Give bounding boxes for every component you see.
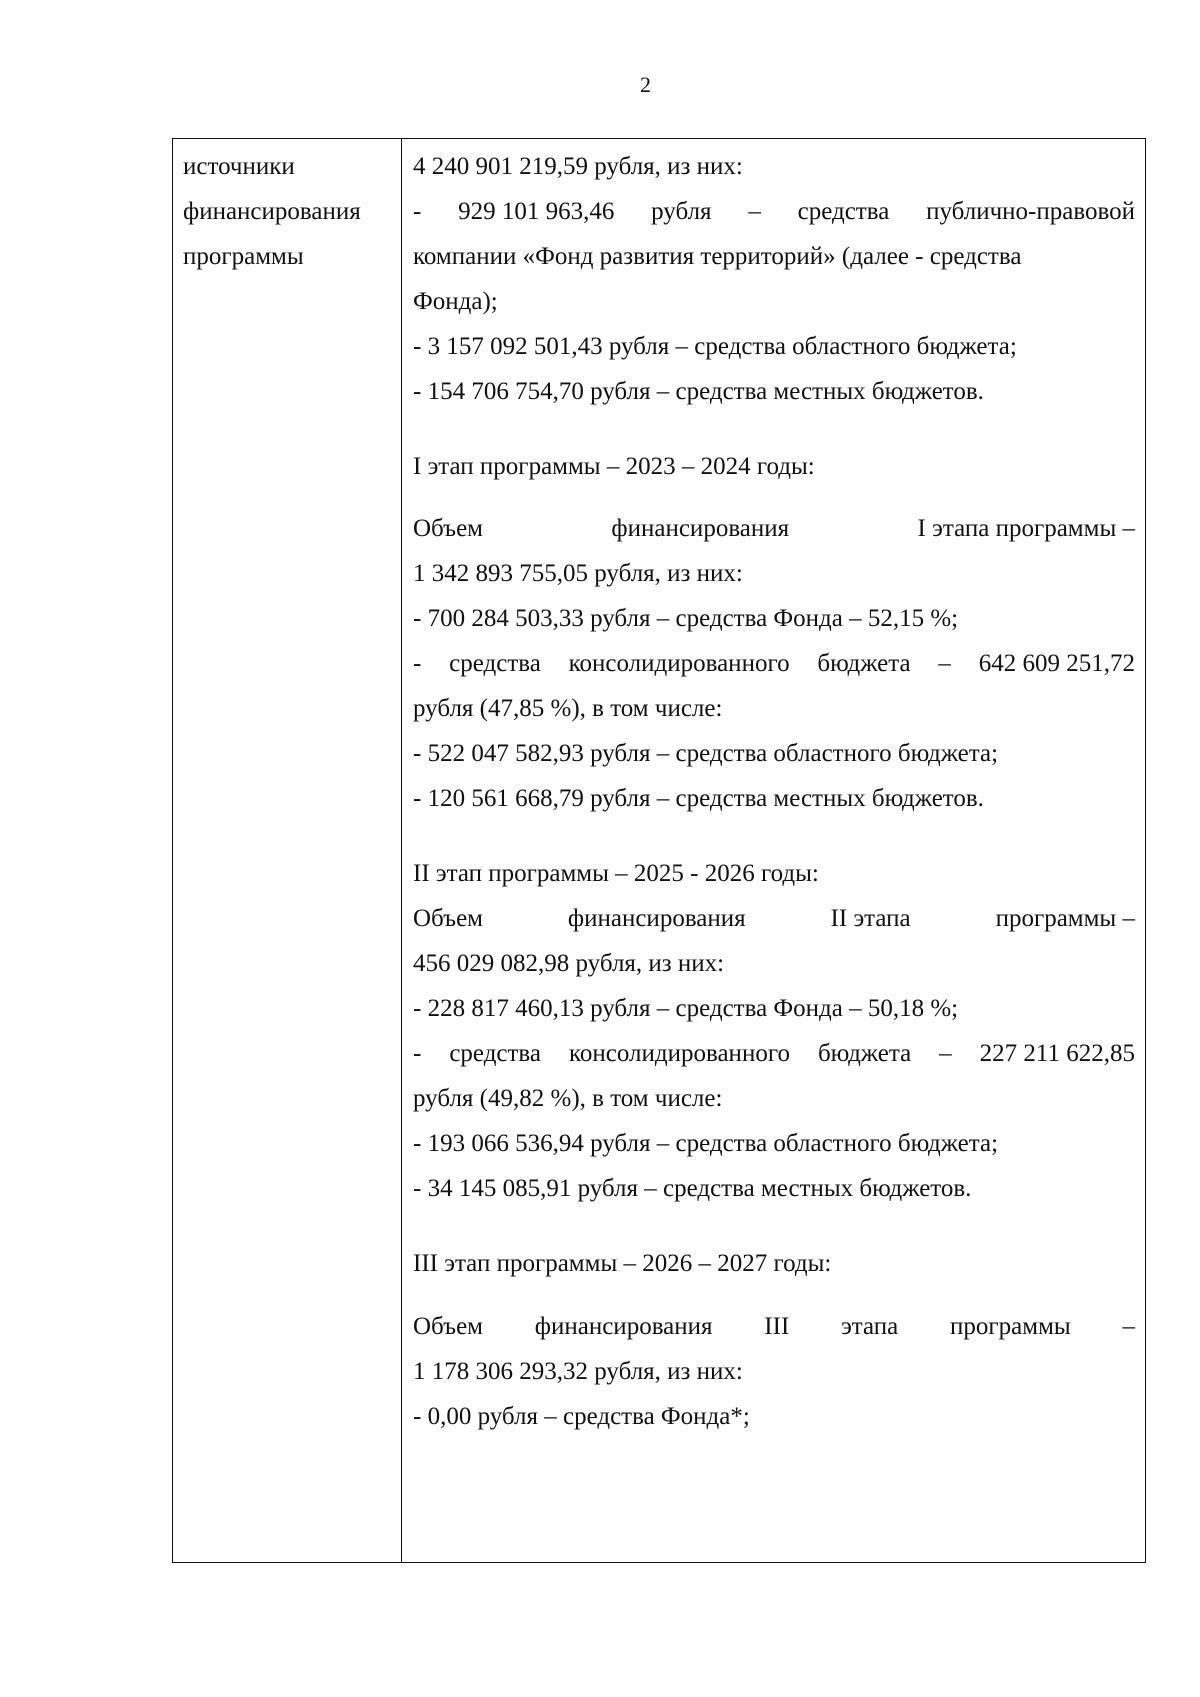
stage-1-consolidated-line: - средства консолидированного бюджета – 642 609 251,72 — [413, 650, 1135, 677]
column-divider — [401, 139, 402, 1562]
stage-1-title: I этап программы – 2023 – 2024 годы: — [413, 453, 815, 480]
stage-3-volume-amount: 1 178 306 293,32 рубля, из них: — [413, 1358, 743, 1385]
local-budget-total: - 154 706 754,70 рубля – средства местных бюджетов. — [413, 378, 984, 405]
page-number: 2 — [640, 72, 651, 97]
stage-1-consolidated-end: рубля (47,85 %), в том числе: — [413, 695, 723, 722]
stage-3-title: III этап программы – 2026 – 2027 годы: — [413, 1250, 832, 1277]
financing-sources-table — [172, 138, 1146, 1563]
stage-1-regional: - 522 047 582,93 рубля – средства областного бюджета; — [413, 740, 999, 767]
stage-2-fund: - 228 817 460,13 рубля – средства Фонда – 50,18 %; — [413, 995, 959, 1022]
stage-1-local: - 120 561 668,79 рубля – средства местных бюджетов. — [413, 785, 984, 812]
stage-2-title: II этап программы – 2025 - 2026 годы: — [413, 860, 819, 887]
stage-2-regional: - 193 066 536,94 рубля – средства областного бюджета; — [413, 1130, 999, 1157]
stage-1-fund: - 700 284 503,33 рубля – средства Фонда – 52,15 %; — [413, 605, 959, 632]
stage-2-local: - 34 145 085,91 рубля – средства местных бюджетов. — [413, 1175, 972, 1202]
stage-2-volume-line: Объем финансирования II этапа программы – — [413, 905, 1135, 932]
stage-1-volume-amount: 1 342 893 755,05 рубля, из них: — [413, 560, 743, 587]
row-label-line: финансирования — [183, 198, 361, 225]
stage-2-volume-amount: 456 029 082,98 рубля, из них: — [413, 950, 725, 977]
regional-budget-total: - 3 157 092 501,43 рубля – средства областного бюджета; — [413, 333, 1017, 360]
stage-3-volume-line: Объем финансирования III этапа программы – — [413, 1313, 1135, 1340]
stage-3-fund: - 0,00 рубля – средства Фонда*; — [413, 1403, 750, 1430]
fund-share-end: Фонда); — [413, 288, 498, 315]
total-amount-line: 4 240 901 219,59 рубля, из них: — [413, 153, 743, 180]
fund-share-continuation: компании «Фонд развития территорий» (далее - средства — [413, 243, 1022, 270]
row-label-line: программы — [183, 243, 304, 270]
fund-share-line: - 929 101 963,46 рубля – средства публично-правовой — [413, 198, 1135, 225]
stage-1-volume-line: Объем финансирования I этапа программы – — [413, 515, 1135, 542]
stage-2-consolidated-end: рубля (49,82 %), в том числе: — [413, 1085, 723, 1112]
row-label-line: источники — [183, 153, 295, 180]
stage-2-consolidated-line: - средства консолидированного бюджета – 227 211 622,85 — [413, 1040, 1135, 1067]
